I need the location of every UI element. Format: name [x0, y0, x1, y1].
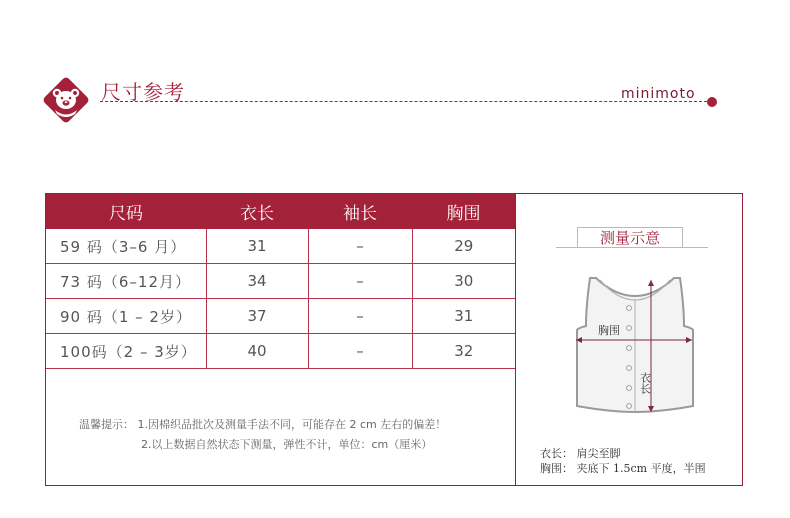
bear-logo-icon — [40, 74, 92, 126]
length-cell: 37 — [206, 299, 308, 334]
diagram-title: 测量示意 — [577, 227, 683, 247]
sleeve-cell: – — [308, 299, 412, 334]
sleeve-cell: – — [308, 229, 412, 264]
length-cell: 40 — [206, 334, 308, 369]
brand-name: minimoto — [621, 86, 696, 102]
table-header-row — [46, 194, 515, 229]
chest-cell: 30 — [412, 264, 515, 299]
chest-label: 胸围 — [598, 324, 620, 337]
table-row — [46, 299, 515, 334]
chest-cell: 29 — [412, 229, 515, 264]
note-line-1: 温馨提示： 1.因棉织品批次及测量手法不同，可能存在 2 cm 左右的偏差！ — [79, 418, 447, 431]
sleeve-cell: – — [308, 264, 412, 299]
vest-diagram — [560, 266, 710, 426]
table-row — [46, 264, 515, 299]
length-label: 衣长 — [638, 372, 652, 394]
header-sleeve: 袖长 — [308, 194, 412, 229]
size-cell: 90 码（1 – 2岁） — [46, 299, 206, 334]
size-cell: 59 码（3–6 月） — [46, 229, 206, 264]
page-title: 尺寸参考 — [101, 80, 185, 104]
legend-chest: 胸围： 夹底下 1.5cm 平度，半围 — [540, 462, 706, 475]
sleeve-cell: – — [308, 334, 412, 369]
chest-cell: 31 — [412, 299, 515, 334]
length-cell: 34 — [206, 264, 308, 299]
note-line-2: 2.以上数据自然状态下测量，弹性不计，单位：cm（厘米） — [141, 438, 433, 451]
size-cell: 100码（2 – 3岁） — [46, 334, 206, 369]
header-size: 尺码 — [46, 194, 206, 229]
divider-end-dot — [707, 97, 717, 107]
table-row — [46, 229, 515, 264]
legend-length: 衣长： 肩尖至脚 — [540, 447, 621, 460]
size-cell: 73 码（6–12月） — [46, 264, 206, 299]
length-cell: 31 — [206, 229, 308, 264]
table-row — [46, 334, 515, 369]
frame-divider — [515, 194, 516, 485]
chest-cell: 32 — [412, 334, 515, 369]
header-chest: 胸围 — [412, 194, 515, 229]
header-length: 衣长 — [206, 194, 308, 229]
size-table — [46, 194, 515, 369]
